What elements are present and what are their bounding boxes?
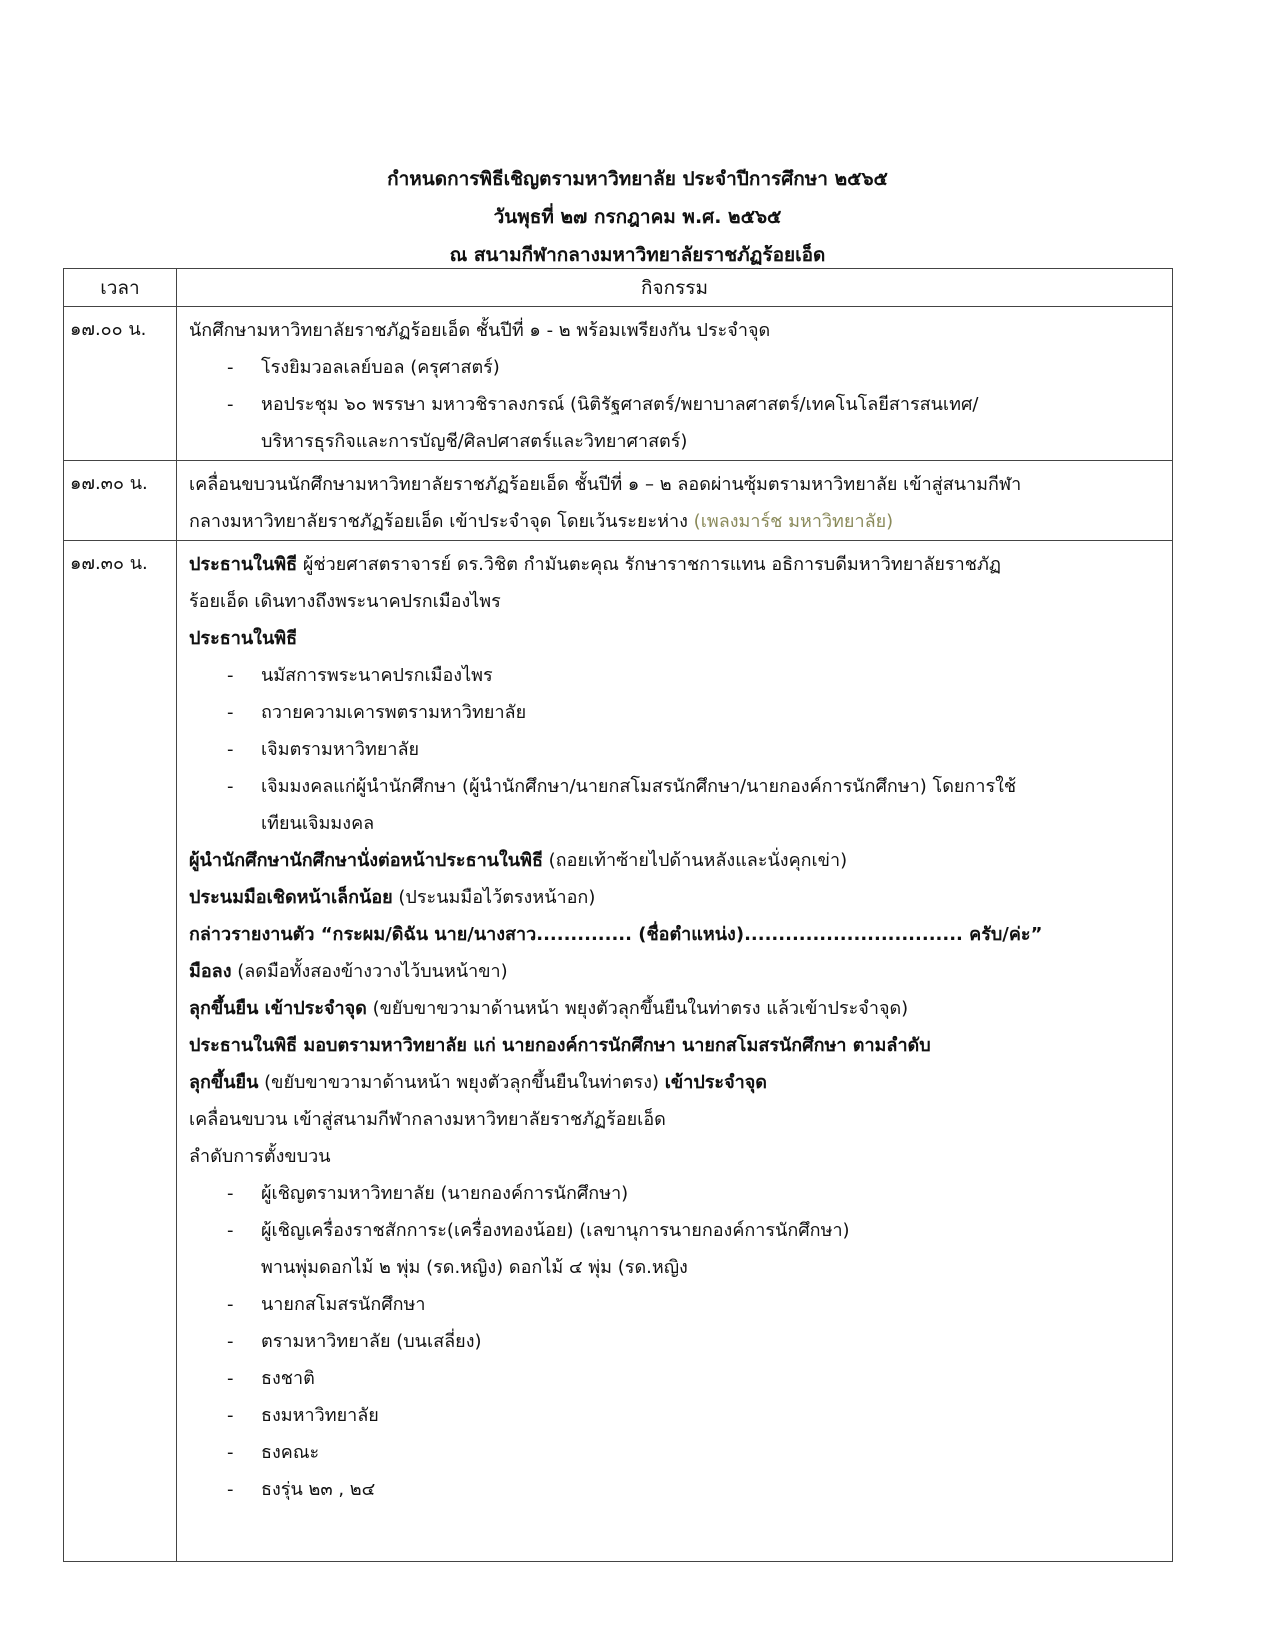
bold-heading: ประธานในพิธี มอบตรามหาวิทยาลัย แก่ นายกองค์การนักศึกษา นายกสโมสรนักศึกษา ตามลำดับ (189, 1035, 931, 1056)
activity-text-segment: (ขยับขาขวามาด้านหน้า พยุงตัวลุกขึ้นยืนในท่าตรง) (258, 1072, 665, 1093)
list-item-line: โรงยิมวอลเลย์บอล (ครุศาสตร์) (261, 357, 500, 378)
bullet-dash: - (227, 1479, 234, 1500)
list-item-text (261, 1397, 1164, 1434)
time-cell: ๑๗.๓๐ น. (64, 461, 177, 541)
list-item-line: บริหารธุรกิจและการบัญชี/ศิลปศาสตร์และวิทยาศาสตร์) (261, 431, 688, 452)
activity-cell (177, 307, 1173, 461)
list-item (189, 731, 1164, 768)
list-item-line: เจิมตรามหาวิทยาลัย (261, 739, 420, 760)
table-row (64, 307, 1173, 461)
list-item-text (261, 1471, 1164, 1508)
activity-text (189, 879, 1164, 916)
activity-text: เคลื่อนขบวนนักศึกษามหาวิทยาลัยราชภัฏร้อยเอ็ด ชั้นปีที่ ๑ – ๒ ลอดผ่านซุ้มตรามหาวิทยาลัย เข้าสู่สนามกีฬา (189, 474, 1022, 495)
column-header-time: เวลา (64, 269, 177, 307)
bullet-dash: - (227, 1442, 234, 1463)
bullet-dash: - (227, 1220, 234, 1241)
bullet-dash: - (227, 702, 234, 723)
list-item (189, 1286, 1164, 1323)
list-item-text (261, 1212, 1164, 1286)
bullet-dash: - (227, 1183, 234, 1204)
bold-heading: กล่าวรายงานตัว “กระผม/ดิฉัน นาย/นางสาว.............. (ชื่อตำแหน่ง)................................ ครับ/ค่ะ” (189, 924, 1043, 945)
list-item-text (261, 1360, 1164, 1397)
table-header-row (64, 269, 1173, 307)
bullet-dash: - (227, 1368, 234, 1389)
list-item-text (261, 349, 1164, 386)
document-header (0, 160, 1275, 274)
bullet-list (189, 349, 1164, 460)
list-item-line: ตรามหาวิทยาลัย (บนเสลี่ยง) (261, 1331, 482, 1352)
table-row (64, 541, 1173, 1562)
activity-text-segment: (ลดมือทั้งสองข้างวางไว้บนหน้าขา) (231, 961, 508, 982)
bold-heading: ประธานในพิธี (189, 628, 298, 649)
list-item (189, 694, 1164, 731)
activity-text (189, 503, 1164, 540)
activity-text-segment: (ประนมมือไว้ตรงหน้าอก) (392, 887, 596, 908)
time-cell: ๑๗.๐๐ น. (64, 307, 177, 461)
list-item-line: ธงรุ่น ๒๓ , ๒๔ (261, 1479, 376, 1500)
activity-text: นักศึกษามหาวิทยาลัยราชภัฏร้อยเอ็ด ชั้นปีที่ ๑ - ๒ พร้อมเพรียงกัน ประจำจุด (189, 320, 771, 341)
list-item-line: ผู้เชิญเครื่องราชสักการะ(เครื่องทองน้อย) (เลขานุการนายกองค์การนักศึกษา) (261, 1220, 850, 1241)
list-item (189, 1471, 1164, 1508)
list-item-line: พานพุ่มดอกไม้ ๒ พุ่ม (รด.หญิง) ดอกไม้ ๔ พุ่ม (รด.หญิง (261, 1257, 688, 1278)
bullet-list (189, 657, 1164, 842)
list-item-text (261, 694, 1164, 731)
list-item-text (261, 1434, 1164, 1471)
title-line-2: วันพุธที่ ๒๗ กรกฎาคม พ.ศ. ๒๕๖๕ (493, 206, 782, 228)
list-item-text (261, 386, 1164, 460)
bullet-dash: - (227, 665, 234, 686)
activity-text: ร้อยเอ็ด เดินทางถึงพระนาคปรกเมืองไพร (189, 591, 501, 612)
list-item (189, 1360, 1164, 1397)
schedule-table (63, 268, 1173, 1562)
list-item (189, 1175, 1164, 1212)
activity-cell (177, 541, 1173, 1562)
list-item-line: ธงมหาวิทยาลัย (261, 1405, 379, 1426)
bold-heading: ลุกขึ้นยืน เข้าประจำจุด (189, 998, 367, 1019)
activity-text-segment: ผู้ช่วยศาสตราจารย์ ดร.วิชิต กำมันตะคุณ รักษาราชการแทน อธิการบดีมหาวิทยาลัยราชภัฏ (297, 554, 1001, 575)
list-item-line: นมัสการพระนาคปรกเมืองไพร (261, 665, 493, 686)
list-item-line: ถวายความเคารพตรามหาวิทยาลัย (261, 702, 527, 723)
title-line-3: ณ สนามกีฬากลางมหาวิทยาลัยราชภัฏร้อยเอ็ด (449, 244, 826, 266)
activity-text (189, 990, 1164, 1027)
list-item (189, 349, 1164, 386)
list-item-text (261, 731, 1164, 768)
list-item (189, 1323, 1164, 1360)
activity-text-segment: (ขยับขาขวามาด้านหน้า พยุงตัวลุกขึ้นยืนในท่าตรง แล้วเข้าประจำจุด) (366, 998, 909, 1019)
bullet-dash: - (227, 1294, 234, 1315)
bold-heading: มือลง (189, 961, 232, 982)
list-item-text (261, 768, 1164, 842)
activity-text (189, 842, 1164, 879)
column-header-activity: กิจกรรม (177, 269, 1173, 307)
bullet-dash: - (227, 394, 234, 415)
list-item-line: นายกสโมสรนักศึกษา (261, 1294, 426, 1315)
activity-text (189, 546, 1164, 583)
bold-heading: ประนมมือเชิดหน้าเล็กน้อย (189, 887, 393, 908)
list-item-text (261, 1286, 1164, 1323)
bullet-dash: - (227, 1331, 234, 1352)
list-item (189, 1397, 1164, 1434)
bullet-dash: - (227, 776, 234, 797)
list-item (189, 1434, 1164, 1471)
table-row (64, 461, 1173, 541)
activity-text-segment: กลางมหาวิทยาลัยราชภัฏร้อยเอ็ด เข้าประจำจุด โดยเว้นระยะห่าง (189, 511, 688, 532)
bullet-list (189, 1175, 1164, 1508)
bullet-dash: - (227, 739, 234, 760)
bullet-dash: - (227, 1405, 234, 1426)
time-cell: ๑๗.๓๐ น. (64, 541, 177, 1562)
list-item (189, 386, 1164, 460)
list-item-line: หอประชุม ๖๐ พรรษา มหาวชิราลงกรณ์ (นิติรัฐศาสตร์/พยาบาลศาสตร์/เทคโนโลยีสารสนเทศ/ (261, 394, 979, 415)
bold-heading: ประธานในพิธี (189, 554, 298, 575)
list-item (189, 768, 1164, 842)
activity-text-segment: (ถอยเท้าซ้ายไปด้านหลังและนั่งคุกเข่า) (542, 850, 848, 871)
list-item-text (261, 1323, 1164, 1360)
list-item-text (261, 1175, 1164, 1212)
list-item-line: ธงคณะ (261, 1442, 320, 1463)
bold-heading: ผู้นำนักศึกษานักศึกษานั่งต่อหน้าประธานในพิธี (189, 850, 543, 871)
bullet-dash: - (227, 357, 234, 378)
list-item-line: ธงชาติ (261, 1368, 315, 1389)
list-item (189, 657, 1164, 694)
activity-cell (177, 461, 1173, 541)
list-item (189, 1212, 1164, 1286)
bold-heading: ลุกขึ้นยืน (189, 1072, 259, 1093)
activity-text: ลำดับการตั้งขบวน (189, 1146, 331, 1167)
activity-text: เคลื่อนขบวน เข้าสู่สนามกีฬากลางมหาวิทยาลัยราชภัฏร้อยเอ็ด (189, 1109, 666, 1130)
list-item-text (261, 657, 1164, 694)
activity-text (189, 1064, 1164, 1101)
title-line-1: กำหนดการพิธีเชิญตรามหาวิทยาลัย ประจำปีการศึกษา ๒๕๖๕ (387, 168, 888, 190)
list-item-line: เทียนเจิมมงคล (261, 813, 375, 834)
activity-text (189, 953, 1164, 990)
list-item-line: ผู้เชิญตรามหาวิทยาลัย (นายกองค์การนักศึกษา) (261, 1183, 629, 1204)
music-note: (เพลงมาร์ช มหาวิทยาลัย) (693, 511, 894, 532)
bold-heading: เข้าประจำจุด (664, 1072, 767, 1093)
list-item-line: เจิมมงคลแก่ผู้นำนักศึกษา (ผู้นำนักศึกษา/นายกสโมสรนักศึกษา/นายกองค์การนักศึกษา) โดยการใช้ (261, 776, 1017, 797)
